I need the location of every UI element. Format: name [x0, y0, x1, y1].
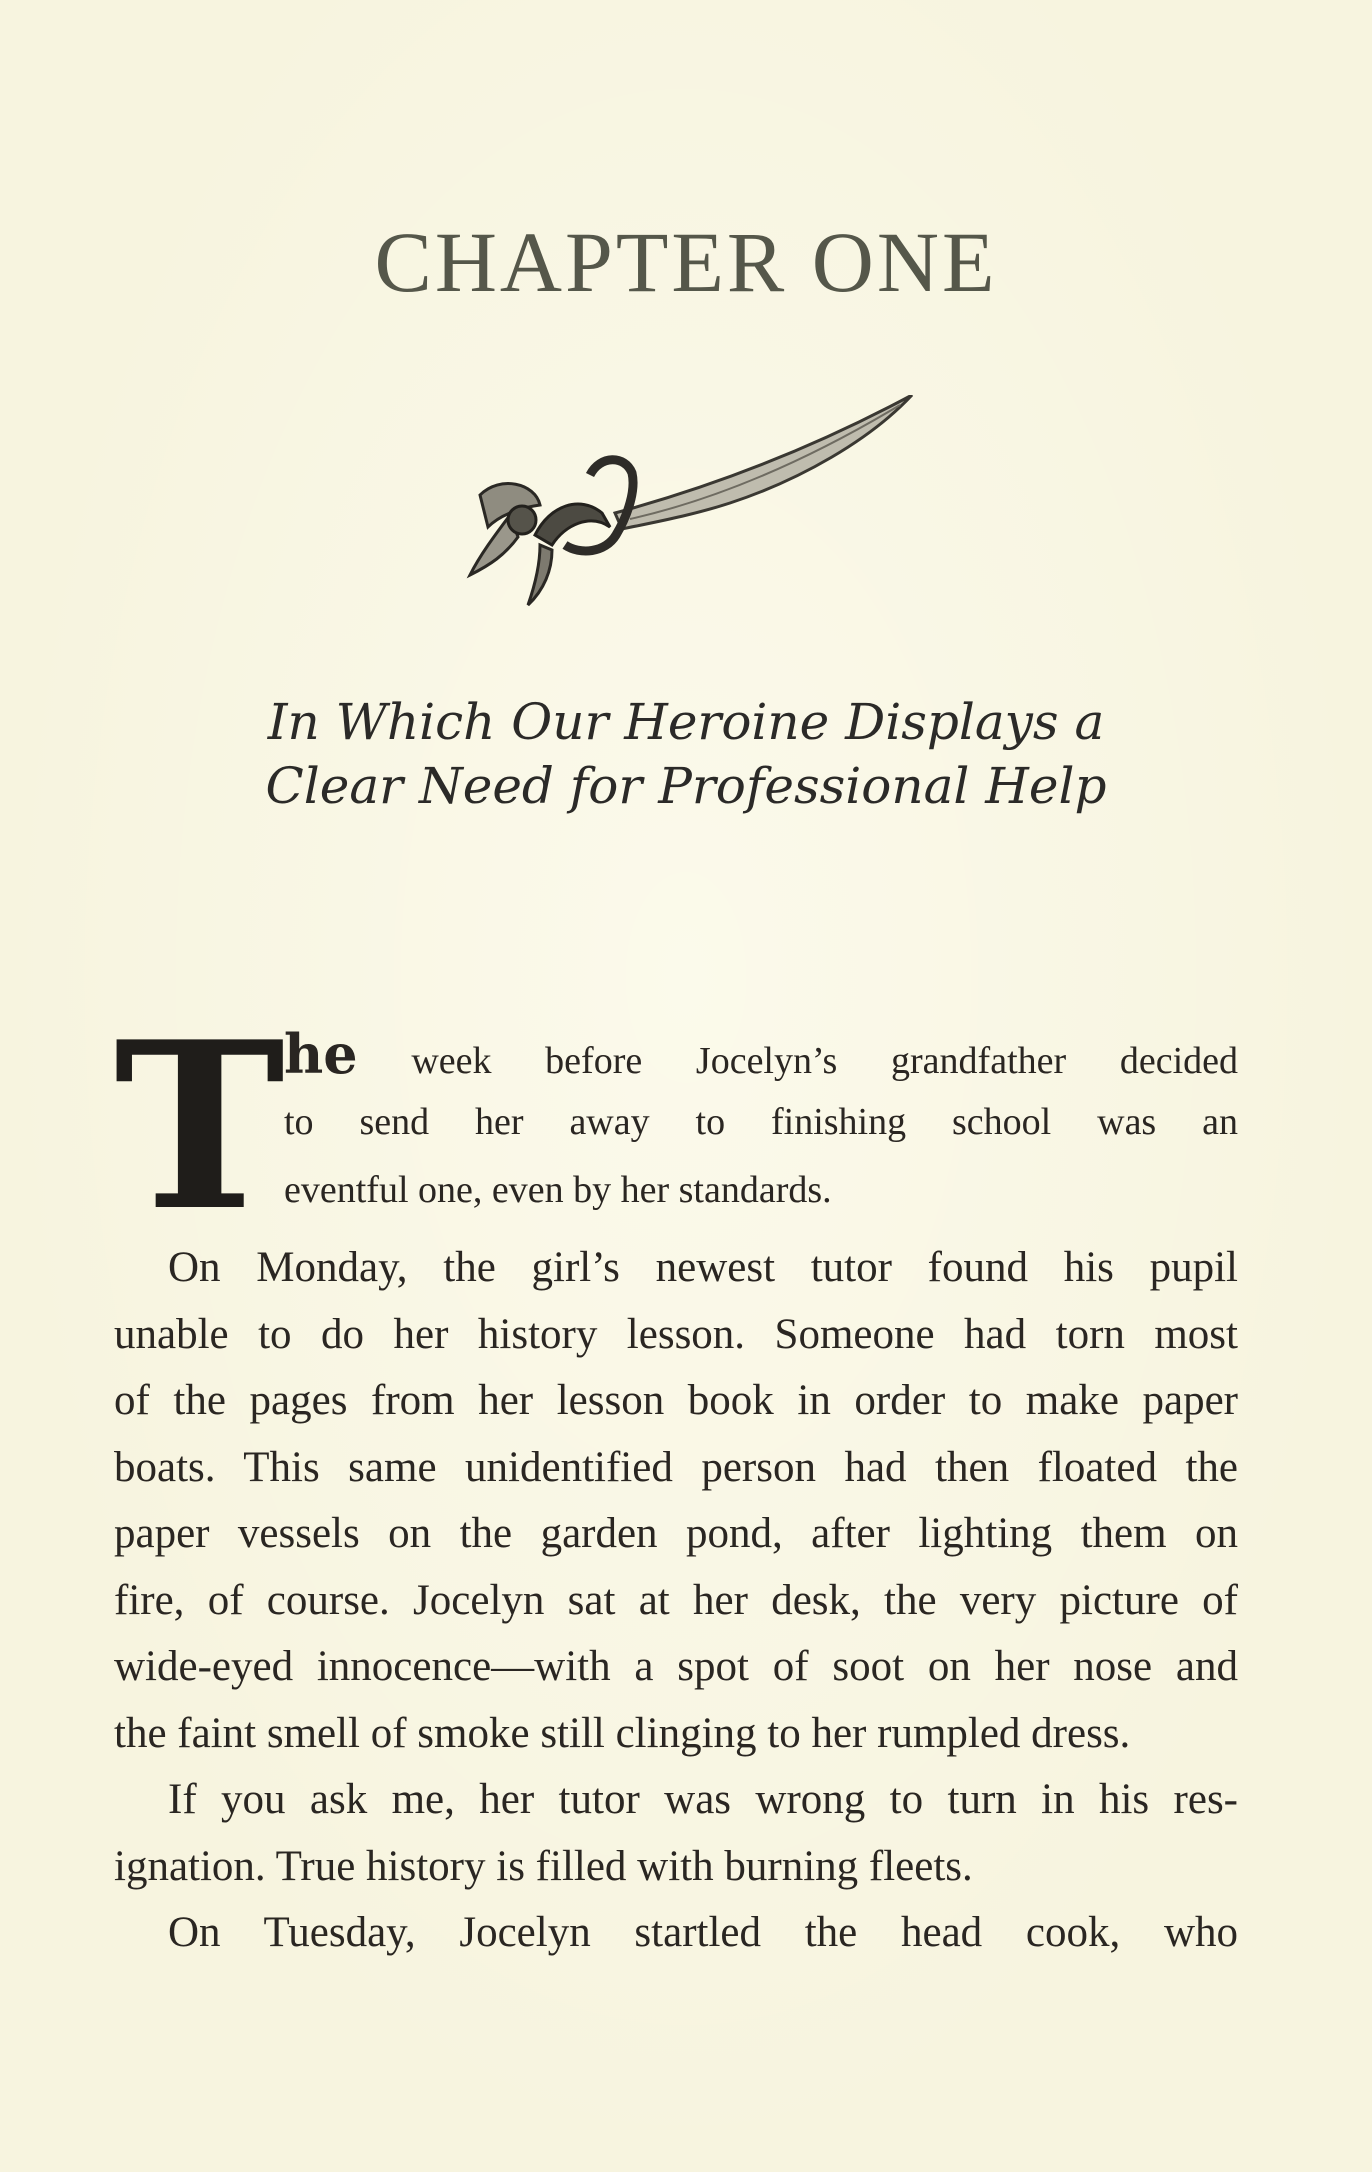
- opening-paragraph: [114, 992, 1238, 1262]
- chapter-subtitle: [0, 690, 1372, 818]
- text-line: eventful one, even by her standards.: [284, 1169, 832, 1211]
- text-line: wide-eyed innocence—with a spot of soot on her nose and: [114, 1643, 1238, 1690]
- text-line: he week before Jocelyn’s grandfather decided: [284, 1022, 1238, 1086]
- text-line: On Monday, the girl’s newest tutor found his pupil: [168, 1244, 1238, 1291]
- subtitle-line: In Which Our Heroine Displays a: [267, 693, 1105, 751]
- text-line: fire, of course. Jocelyn sat at her desk, the very picture of: [114, 1576, 1238, 1624]
- chapter-body: [114, 992, 1238, 1967]
- text-line: the faint smell of smoke still clinging to her rumpled dress.: [114, 1709, 1131, 1757]
- text-line: ignation. True history is filled with burning fleets.: [114, 1842, 973, 1890]
- drop-cap: T: [114, 992, 286, 1262]
- text-line: On Tuesday, Jocelyn startled the head cook, who: [168, 1909, 1238, 1956]
- cutlass-sword-ornament-icon: [440, 395, 930, 615]
- text-line: to send her away to finishing school was an: [284, 1101, 1238, 1143]
- text-line: If you ask me, her tutor was wrong to turn in his res-: [168, 1776, 1238, 1823]
- subtitle-line: Clear Need for Professional Help: [265, 757, 1107, 815]
- chapter-heading: CHAPTER ONE: [374, 214, 998, 310]
- text-line: of the pages from her lesson book in order to make paper: [114, 1377, 1238, 1424]
- text-line: boats. This same unidentified person had then floated the: [114, 1443, 1238, 1491]
- text-line: paper vessels on the garden pond, after lighting them on: [114, 1510, 1238, 1557]
- text-line: unable to do her history lesson. Someone had torn most: [114, 1310, 1238, 1358]
